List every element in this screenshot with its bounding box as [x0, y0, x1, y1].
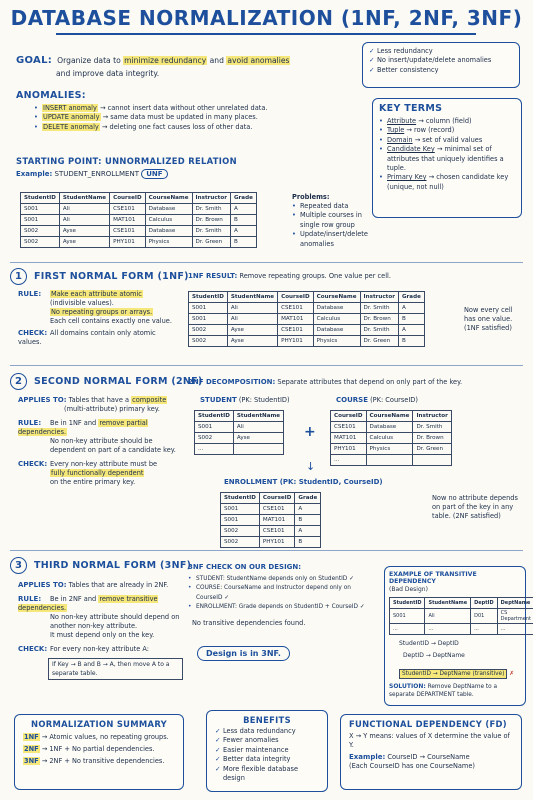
unf-table-cell: CSE101	[110, 226, 146, 237]
key-term-item: • Candidate Key → minimal set of attributes that uniquely identifies a tuple.	[379, 145, 515, 173]
nf1-heading: FIRST NORMAL FORM (1NF)	[34, 271, 189, 282]
nf1-table-cell: CSE101	[278, 303, 314, 314]
key-term-name: Tuple	[387, 126, 405, 135]
student-table-row	[195, 422, 284, 433]
transitive-table-header-cell: StudentID	[390, 598, 425, 609]
key-term-item: • Domain → set of valid values	[379, 136, 515, 145]
unf-table-cell: B	[230, 237, 256, 248]
nf1-table-cell: Calculus	[313, 314, 360, 325]
transitive-table-cell: D01	[471, 609, 498, 624]
nf1-table-row	[189, 336, 425, 347]
transitive-table-cell: ...	[497, 624, 533, 635]
key-term-name: Attribute	[387, 117, 417, 125]
nf2-heading: SECOND NORMAL FORM (2NF)	[34, 376, 203, 387]
key-term-item: • Primary Key → chosen candidate key (unique, not null)	[379, 173, 515, 192]
enrollment-table-row	[221, 537, 321, 548]
nf3-heading: THIRD NORMAL FORM (3NF)	[34, 560, 192, 571]
unf-table-cell: Dr. Smith	[192, 226, 230, 237]
unf-table-cell: CSE101	[110, 204, 146, 215]
enrollment-table-cell: CSE101	[259, 526, 295, 537]
divider-3	[10, 550, 523, 551]
student-table-header-cell: StudentName	[233, 411, 283, 422]
unf-table-cell: Ali	[59, 204, 109, 215]
course-table-row	[331, 433, 452, 444]
nf1-table-cell: Ali	[227, 303, 277, 314]
unf-table-row	[21, 215, 257, 226]
enrollment-table-row	[221, 504, 321, 515]
enrollment-table-cell: PHY101	[259, 537, 295, 548]
transitive-box: EXAMPLE OF TRANSITIVE DEPENDENCY (Bad Design) StudentID StudentName DeptID DeptName S001 Ali D01 CS Department ... ... ... ... StudentID → DeptID DeptID → DeptName StudentID → DeptName (transitive) ✗ SOLUTION: Remove DeptName to a separate DEPARTMENT table.	[384, 566, 526, 706]
nf3-text: APPLIES TO: Tables that are already in 2NF. RULE: Be in 2NF and remove transitive dependencies. No non-key attribute should depend on another non-key attribute. It must depend only on the key. CHECK: For every non-key attribute A: If Key → B and B → A, then move A to a separate table.	[18, 581, 183, 680]
unf-table-cell: S001	[21, 204, 60, 215]
benefit-list-item: ✓ Fewer anomalies	[215, 736, 319, 745]
nf2-number: 2	[10, 373, 27, 390]
plus-sign: +	[304, 424, 316, 440]
course-table-cell: Dr. Green	[413, 444, 451, 455]
nf1-table-row	[189, 303, 425, 314]
student-table-cell	[233, 444, 283, 455]
student-table-cell: S001	[195, 422, 234, 433]
unf-table-cell: S002	[21, 237, 60, 248]
transitive-fd: StudentID → DeptName (transitive) ✗	[399, 670, 514, 679]
course-table-cell: Dr. Brown	[413, 433, 451, 444]
student-table-cell: S002	[195, 433, 234, 444]
fd-box: FUNCTIONAL DEPENDENCY (FD) X → Y means: values of X determine the value of Y. Example: CourseID → CourseName (Each CourseID has one CourseName)	[340, 714, 522, 790]
nf1-table-cell: A	[398, 303, 424, 314]
key-term-item: • Tuple → row (record)	[379, 126, 515, 135]
design-check-item: • COURSE: CourseName and Instructor depend only on CourseID ✓	[188, 584, 368, 603]
course-table-cell: Database	[366, 422, 413, 433]
nf1-table-cell: Database	[313, 303, 360, 314]
enrollment-title: ENROLLMENT (PK: StudentID, CourseID)	[224, 478, 383, 486]
course-table-header-cell: Instructor	[413, 411, 451, 422]
student-table-header-cell: StudentID	[195, 411, 234, 422]
key-term-item: • Attribute → column (field)	[379, 117, 515, 126]
nf1-table-cell: Dr. Green	[360, 336, 398, 347]
student-title: STUDENT (PK: StudentID)	[200, 396, 290, 404]
design-check-item: • ENROLLMENT: Grade depends on StudentID + CourseID ✓	[188, 603, 368, 612]
nf1-table-cell: CSE101	[278, 325, 314, 336]
student-table-cell: Ali	[233, 422, 283, 433]
anomaly-item: • DELETE anomaly → deleting one fact causes loss of other data.	[34, 123, 356, 132]
unf-table-cell: Physics	[145, 237, 192, 248]
key-term-name: Primary Key	[387, 173, 427, 182]
unf-table-header-cell: StudentName	[59, 193, 109, 204]
student-table-row	[195, 433, 284, 444]
nf1-table-cell: Ali	[227, 314, 277, 325]
anomaly-item: • UPDATE anomaly → same data must be updated in many places.	[34, 113, 356, 122]
title-underline	[56, 33, 476, 35]
unf-table-cell: Database	[145, 226, 192, 237]
transitive-table-cell: ...	[390, 624, 425, 635]
unf-table-cell: Ayse	[59, 237, 109, 248]
enrollment-table-row	[221, 515, 321, 526]
divider-1	[10, 262, 523, 263]
enrollment-table-cell: S001	[221, 515, 260, 526]
enrollment-table-cell: S002	[221, 526, 260, 537]
unf-table	[20, 192, 257, 248]
course-table-header-cell: CourseID	[331, 411, 367, 422]
course-table-cell: Calculus	[366, 433, 413, 444]
problems: Problems: • Repeated data • Multiple courses in single row group • Update/insert/delete anomalies	[292, 193, 372, 249]
unf-table-cell: Database	[145, 204, 192, 215]
nf1-result: 1NF RESULT: Remove repeating groups. One value per cell.	[188, 272, 391, 280]
benefits-top-box	[362, 42, 520, 88]
course-title: COURSE (PK: CourseID)	[336, 396, 418, 404]
nf1-table-header-cell: CourseID	[278, 292, 314, 303]
nf3-number: 3	[10, 557, 27, 574]
nf1-table-cell: B	[398, 336, 424, 347]
divider-2	[10, 365, 523, 366]
unf-table-row	[21, 204, 257, 215]
transitive-table-header-cell: DeptName	[497, 598, 533, 609]
anomalies-label: ANOMALIES:	[16, 90, 86, 101]
problem-item: • Multiple courses in single row group	[292, 211, 372, 230]
unf-table-cell: Dr. Green	[192, 237, 230, 248]
down-arrow-icon: ↓	[306, 460, 316, 473]
nf1-table-cell: Physics	[313, 336, 360, 347]
nf1-table-cell: S001	[189, 303, 228, 314]
benefits-box: BENEFITS ✓ Less data redundancy ✓ Fewer anomalies ✓ Easier maintenance ✓ Better data integrity ✓ More flexible database design	[206, 710, 328, 792]
student-table-header-row	[195, 411, 284, 422]
nf1-table-cell: S002	[189, 325, 228, 336]
anomaly-name: DELETE anomaly	[43, 122, 99, 131]
page-title: DATABASE NORMALIZATION (1NF, 2NF, 3NF)	[10, 6, 523, 30]
enrollment-table-row	[221, 526, 321, 537]
unf-table-header-cell: CourseID	[110, 193, 146, 204]
unf-table-header-cell: StudentID	[21, 193, 60, 204]
nf2-note: Now no attribute depends on part of the key in any table. (2NF satisfied)	[432, 494, 518, 520]
nf1-table-cell: MAT101	[278, 314, 314, 325]
student-table	[194, 410, 284, 455]
anomaly-item: • INSERT anomaly → cannot insert data without other unrelated data.	[34, 104, 356, 113]
enrollment-table-cell: B	[295, 515, 321, 526]
anomaly-name: INSERT anomaly	[43, 104, 97, 112]
transitive-table-header-cell: DeptID	[471, 598, 498, 609]
nf1-table-cell: Dr. Brown	[360, 314, 398, 325]
summary-item: 2NF → 1NF + No partial dependencies.	[24, 745, 155, 753]
summary-key: 1NF	[24, 733, 39, 741]
student-table-row	[195, 444, 284, 455]
unf-table-cell: MAT101	[110, 215, 146, 226]
nf1-table-header-cell: Instructor	[360, 292, 398, 303]
unf-table-cell: B	[230, 215, 256, 226]
goal-text: Organize data to minimize redundancy and avoid anomalies	[57, 56, 290, 65]
course-table-header-row	[331, 411, 452, 422]
enrollment-table-cell: A	[295, 504, 321, 515]
unf-table-cell: Calculus	[145, 215, 192, 226]
enrollment-table-cell: MAT101	[259, 515, 295, 526]
nf1-table-cell: S002	[189, 336, 228, 347]
unf-table-cell: Dr. Brown	[192, 215, 230, 226]
unf-table-header-cell: Instructor	[192, 193, 230, 204]
benefit-item: ✓ Better consistency	[369, 66, 513, 75]
unf-table-row	[21, 226, 257, 237]
benefit-list-item: ✓ Better data integrity	[215, 755, 319, 764]
goal-text-2: and improve data integrity.	[56, 69, 160, 78]
nf1-rule: RULE: Make each attribute atomic (indivisible values). No repeating groups or arrays. Each cell contains exactly one value. CHECK: All domains contain only atomic values.	[18, 290, 172, 346]
key-terms-title: KEY TERMS	[379, 103, 443, 114]
course-table-row	[331, 444, 452, 455]
benefit-list-item: ✓ Less data redundancy	[215, 727, 319, 736]
summary-key: 3NF	[24, 757, 39, 765]
problem-item: • Repeated data	[292, 202, 372, 211]
nf1-table-cell: S001	[189, 314, 228, 325]
unf-table-header-cell: CourseName	[145, 193, 192, 204]
student-table-cell: Ayse	[233, 433, 283, 444]
enrollment-table-header-cell: Grade	[295, 493, 321, 504]
course-table-cell: CSE101	[331, 422, 367, 433]
enrollment-table-cell: CSE101	[259, 504, 295, 515]
benefit-item: ✓ Less redundancy	[369, 47, 513, 56]
course-table-cell: Dr. Smith	[413, 422, 451, 433]
nf3-design: 3NF CHECK ON OUR DESIGN: • STUDENT: StudentName depends only on StudentID ✓ • COURSE: CourseName and Instructor depend only on CourseID ✓ • ENROLLMENT: Grade depends on StudentID + CourseID ✓ No transitive dependencies found.	[188, 563, 368, 628]
unf-table-cell: A	[230, 226, 256, 237]
anomaly-name: UPDATE anomaly	[43, 113, 100, 122]
3nf-badge: Design is in 3NF.	[197, 646, 290, 661]
key-terms-box	[372, 98, 522, 218]
nf2-decomp: 2NF DECOMPOSITION: Separate attributes that depend on only part of the key.	[188, 378, 463, 386]
transitive-table-cell: CS Department	[497, 609, 533, 624]
unf-table-cell: S001	[21, 215, 60, 226]
transitive-table-cell: S001	[390, 609, 425, 624]
cross-icon: ✗	[509, 671, 515, 677]
nf2-text: APPLIES TO: Tables that have a composite (multi-attribute) primary key. RULE: Be in 1NF and remove partial dependencies. No non-key attribute should be dependent on part of a candidate key. CHECK: Every non-key attribute must be fully functionally dependent on the entire primary key.	[18, 396, 176, 486]
student-table-cell: ...	[195, 444, 234, 455]
design-check-item: • STUDENT: StudentName depends only on StudentID ✓	[188, 575, 368, 584]
course-table-cell: ...	[331, 455, 367, 466]
nf1-table-cell: PHY101	[278, 336, 314, 347]
enrollment-table	[220, 492, 321, 548]
course-table-row	[331, 422, 452, 433]
goal-label: GOAL:	[16, 55, 53, 66]
goal	[16, 48, 346, 78]
course-table-cell: MAT101	[331, 433, 367, 444]
transitive-table-header-cell: StudentName	[425, 598, 471, 609]
nf1-table-header-cell: Grade	[398, 292, 424, 303]
nf1-table-header-cell: CourseName	[313, 292, 360, 303]
nf1-table-header-cell: StudentName	[227, 292, 277, 303]
example-line: Example: STUDENT_ENROLLMENT UNF	[16, 170, 366, 179]
start-section	[16, 156, 366, 179]
unf-table-header-row	[21, 193, 257, 204]
course-table-cell: Physics	[366, 444, 413, 455]
summary-key: 2NF	[24, 745, 39, 753]
unf-table-row	[21, 237, 257, 248]
nf1-table-cell: A	[398, 325, 424, 336]
nf1-table-cell: Dr. Smith	[360, 325, 398, 336]
unf-table-cell: Dr. Smith	[192, 204, 230, 215]
transitive-table-row	[390, 624, 533, 635]
nf1-table	[188, 291, 425, 347]
course-table-cell	[366, 455, 413, 466]
nf1-number: 1	[10, 268, 27, 285]
unf-table-cell: Ayse	[59, 226, 109, 237]
key-term-name: Candidate Key	[387, 145, 435, 154]
course-table-cell: PHY101	[331, 444, 367, 455]
nf1-table-row	[189, 314, 425, 325]
benefit-list-item: ✓ More flexible database design	[215, 765, 319, 784]
summary-item: 3NF → 2NF + No transitive dependencies.	[24, 757, 165, 765]
benefit-item: ✓ No insert/update/delete anomalies	[369, 56, 513, 65]
key-term-name: Domain	[387, 135, 413, 144]
nf1-table-header-row	[189, 292, 425, 303]
nf1-table-cell: B	[398, 314, 424, 325]
transitive-table-cell: Ali	[425, 609, 471, 624]
unf-tag: UNF	[141, 169, 167, 179]
transitive-table-header-row	[390, 598, 533, 609]
unf-table-cell: PHY101	[110, 237, 146, 248]
summary-box: NORMALIZATION SUMMARY 1NF → Atomic values, no repeating groups. 2NF → 1NF + No partial dependencies. 3NF → 2NF + No transitive dependencies.	[14, 714, 184, 790]
nf1-note: Now every cell has one value. (1NF satisfied)	[464, 306, 513, 332]
unf-table-cell: S002	[21, 226, 60, 237]
course-table-header-cell: CourseName	[366, 411, 413, 422]
anomalies-section	[16, 90, 356, 132]
nf1-table-cell: Ayse	[227, 336, 277, 347]
enrollment-table-cell: B	[295, 537, 321, 548]
transitive-table-row	[390, 609, 533, 624]
unf-table-cell: Ali	[59, 215, 109, 226]
problem-item: • Update/insert/delete anomalies	[292, 230, 372, 249]
enrollment-table-cell: S001	[221, 504, 260, 515]
nf1-table-cell: Database	[313, 325, 360, 336]
course-table	[330, 410, 452, 466]
course-table-cell	[413, 455, 451, 466]
formula-box: If Key → B and B → A, then move A to a separate table.	[48, 658, 183, 680]
nf1-table-cell: Ayse	[227, 325, 277, 336]
unf-table-header-cell: Grade	[230, 193, 256, 204]
enrollment-table-cell: S002	[221, 537, 260, 548]
benefit-list-item: ✓ Easier maintenance	[215, 746, 319, 755]
enrollment-table-header-cell: CourseID	[259, 493, 295, 504]
summary-item: 1NF → Atomic values, no repeating groups.	[24, 733, 169, 741]
nf1-table-cell: Dr. Smith	[360, 303, 398, 314]
unf-table-cell: A	[230, 204, 256, 215]
enrollment-table-header-row	[221, 493, 321, 504]
nf1-table-header-cell: StudentID	[189, 292, 228, 303]
enrollment-table-cell: A	[295, 526, 321, 537]
transitive-table-cell: ...	[471, 624, 498, 635]
transitive-table-cell: ...	[425, 624, 471, 635]
course-table-row	[331, 455, 452, 466]
start-heading: STARTING POINT: UNNORMALIZED RELATION	[16, 156, 237, 166]
enrollment-table-header-cell: StudentID	[221, 493, 260, 504]
nf1-table-row	[189, 325, 425, 336]
